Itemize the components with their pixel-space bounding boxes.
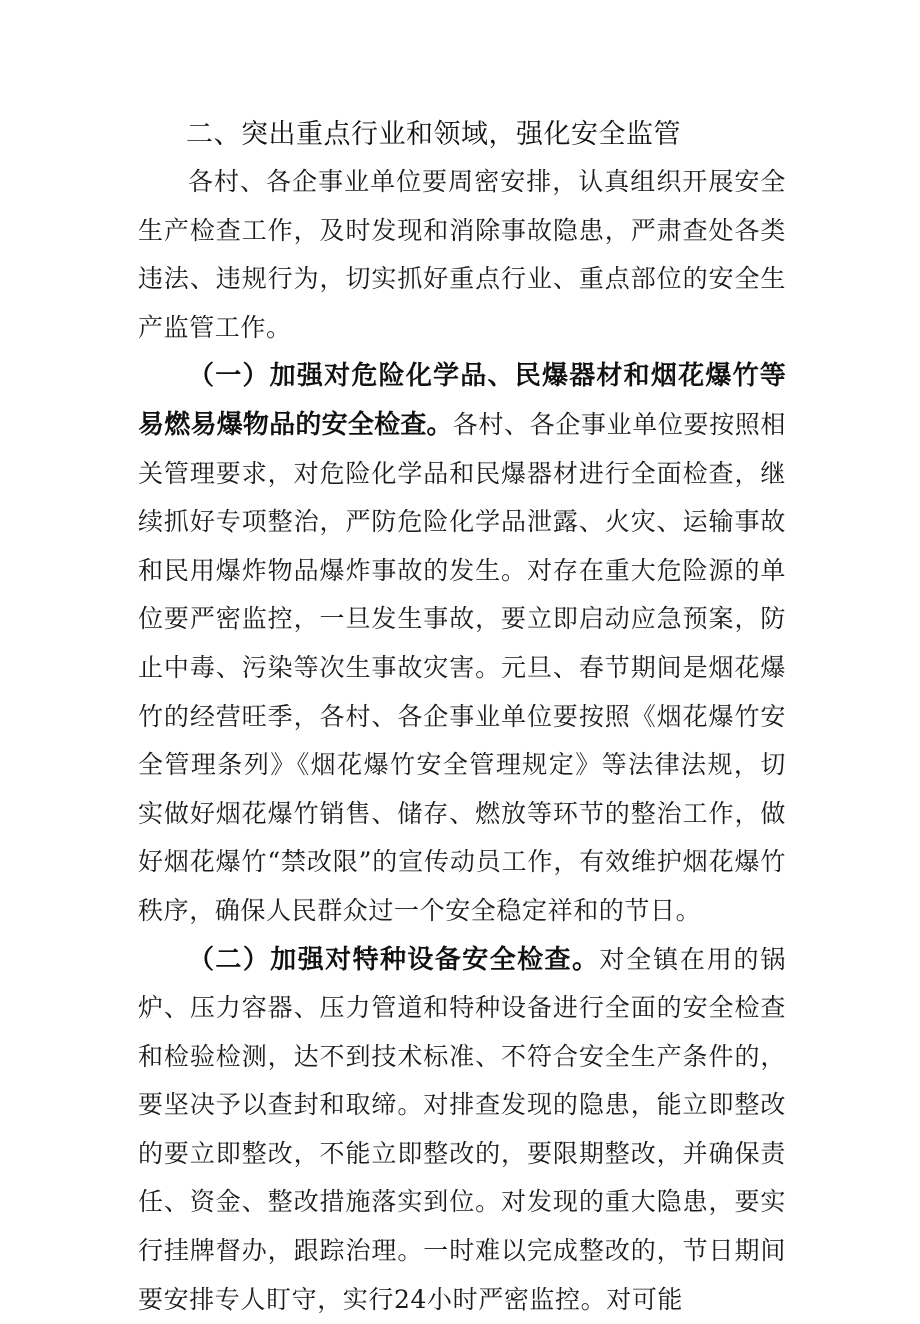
document-content <box>138 112 786 1324</box>
paragraph-intro <box>138 158 786 352</box>
paragraph-hazardous-materials-body: 各村、各企事业单位要按照相关管理要求，对危险化学品和民爆器材进行全面检查，继续抓好专项整治，严防危险化学品泄露、火灾、运输事故和民用爆炸物品爆炸事故的发生。对存在重大危险源的单位要严密监控，一旦发生事故，要立即启动应急预案，防止中毒、污染等次生事故灾害。元旦、春节期间是烟花爆竹的经营旺季，各村、各企事业单位要按照《烟花爆竹安全管理条列》《烟花爆竹安全管理规定》等法律法规，切实做好烟花爆竹销售、储存、燃放等环节的整治工作，做好烟花爆竹“禁改限”的宣传动员工作，有效维护烟花爆竹秩序，确保人民群众过一个安全稳定祥和的节日。 <box>138 410 786 925</box>
subheading-special-equipment: （二）加强对特种设备安全检查。 <box>188 945 599 975</box>
paragraph-hazardous-materials <box>138 352 786 935</box>
section-heading: 二、突出重点行业和领域，强化安全监管 <box>138 112 786 158</box>
paragraph-special-equipment-body: 对全镇在用的锅炉、压力容器、压力管道和特种设备进行全面的安全检查和检验检测，达不到技术标准、不符合安全生产条件的，要坚决予以查封和取缔。对排查发现的隐患，能立即整改的要立即整改，不能立即整改的，要限期整改，并确保责任、资金、整改措施落实到位。对发现的重大隐患，要实行挂牌督办，跟踪治理。一时难以完成整改的，节日期间要安排专人盯守，实行24小时严密监控。对可能 <box>138 945 786 1314</box>
paragraph-special-equipment <box>138 936 786 1324</box>
paragraph-intro-body: 各村、各企事业单位要周密安排，认真组织开展安全生产检查工作，及时发现和消除事故隐患，严肃查处各类违法、违规行为，切实抓好重点行业、重点部位的安全生产监管工作。 <box>138 167 786 342</box>
subheading-hazardous-materials: （一）加强对危险化学品、民爆器材和烟花爆竹等易燃易爆物品的安全检查。 <box>138 361 786 440</box>
